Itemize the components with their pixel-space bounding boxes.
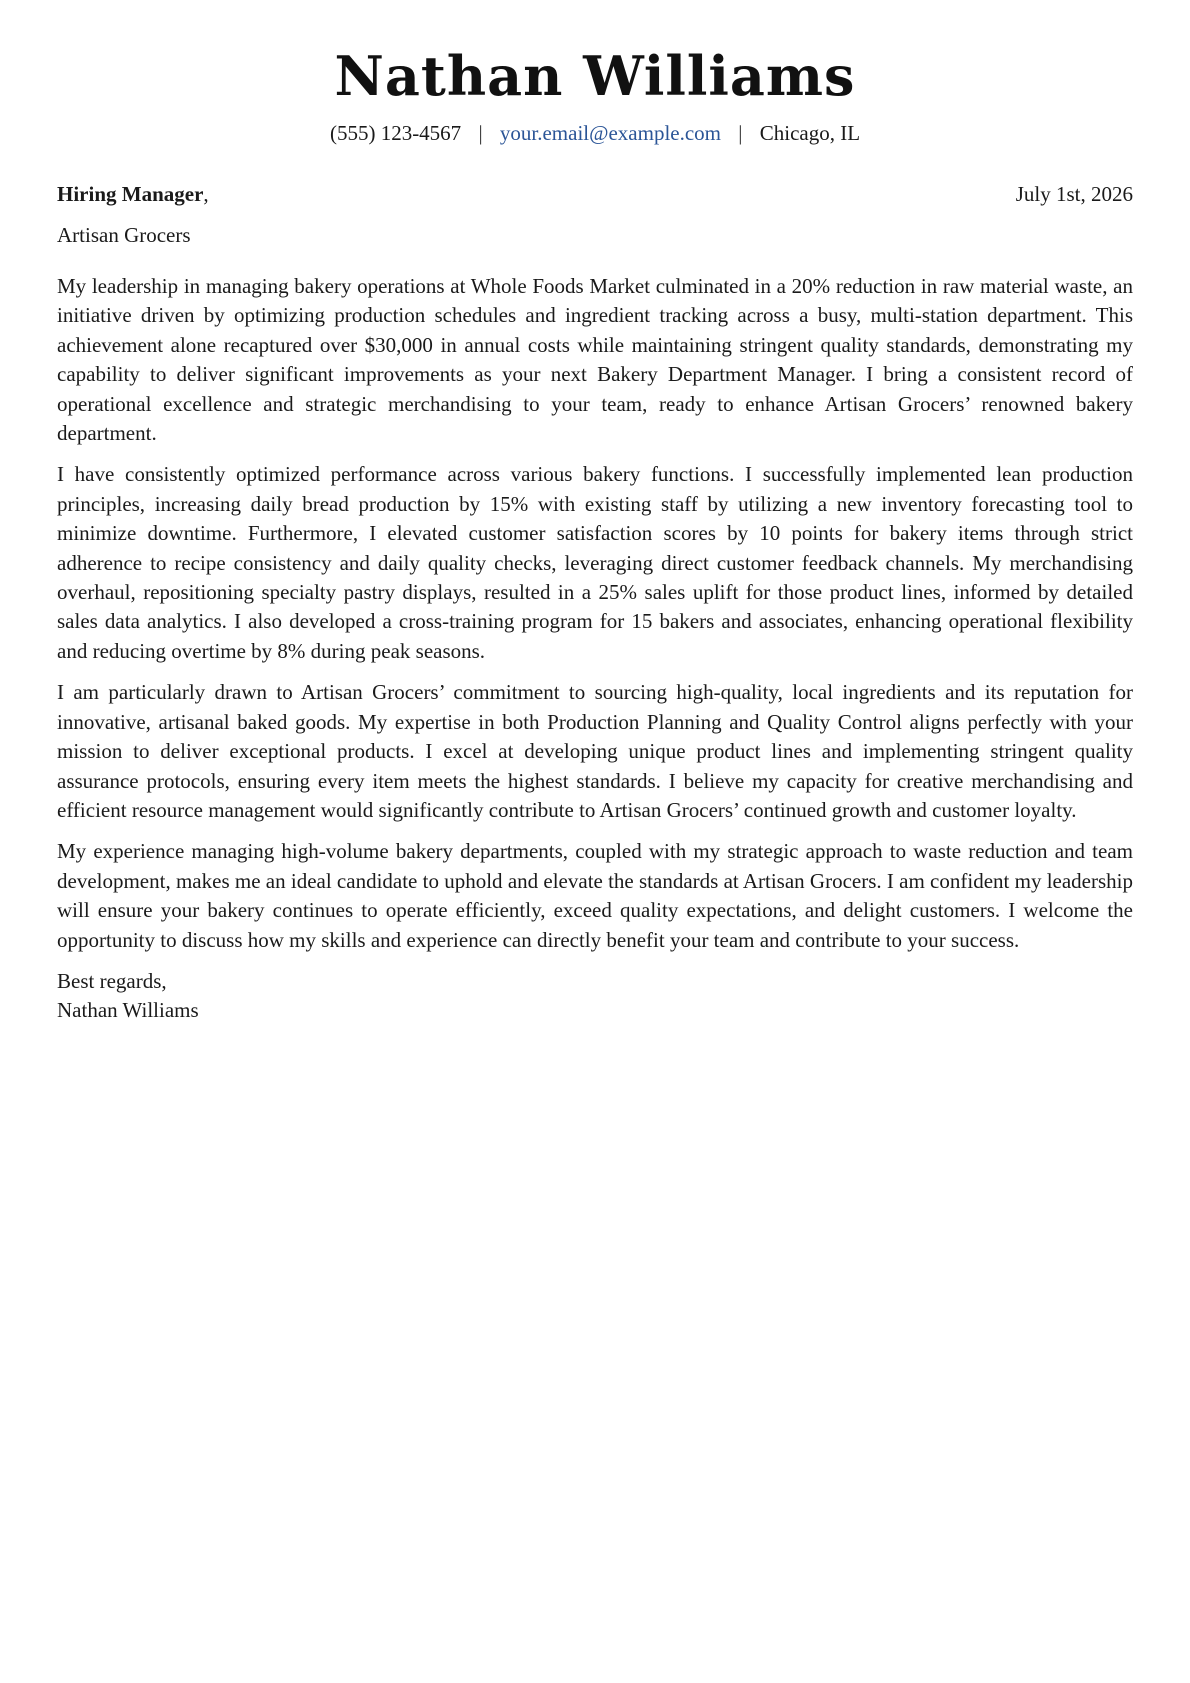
contact-separator: | bbox=[478, 121, 483, 145]
recipient-name-suffix: , bbox=[203, 182, 209, 206]
recipient-company: Artisan Grocers bbox=[57, 223, 191, 247]
closing-signature: Nathan Williams bbox=[57, 998, 199, 1023]
body-paragraph: I have consistently optimized performance across various bakery functions. I successfully implemented lean production principles, increasing daily bread production by 15% with existing staff by utilizing a new inventory forecasting tool to minimize downtime. Furthermore, I elevated customer satisfaction scores by 10 points for bakery items through strict adherence to recipe consistency and daily quality checks, leveraging direct customer feedback channels. My merchandising overhaul, repositioning specialty pastry displays, resulted in a 25% sales uplift for those product lines, informed by detailed sales data analytics. I also developed a cross-training program for 15 bakers and associates, enhancing operational flexibility and reducing overtime by 8% during peak seasons. bbox=[57, 462, 1133, 663]
recipient-row bbox=[57, 179, 1133, 209]
contact-separator: | bbox=[738, 121, 743, 145]
recipient-name: Hiring Manager bbox=[57, 182, 204, 206]
letter-body bbox=[57, 272, 1133, 955]
phone-number: (555) 123-4567 bbox=[329, 121, 462, 145]
closing-salutation: Best regards, bbox=[57, 968, 167, 993]
letter-closing bbox=[57, 967, 1133, 1026]
email-link[interactable]: your.email@example.com bbox=[499, 121, 722, 145]
location: Chicago, IL bbox=[759, 121, 861, 145]
body-paragraph: My leadership in managing bakery operations at Whole Foods Market culminated in a 20% reduction in raw material waste, an initiative driven by optimizing production schedules and ingredient tracking across a busy, multi-station department. This achievement alone recaptured over $30,000 in annual costs while maintaining stringent quality standards, demonstrating my capability to deliver significant improvements as your next Bakery Department Manager. I bring a consistent record of operational excellence and strategic merchandising to your team, ready to enhance Artisan Grocers’ renowned bakery department. bbox=[57, 274, 1133, 446]
contact-line bbox=[57, 118, 1133, 148]
letter-date: July 1st, 2026 bbox=[1015, 182, 1133, 206]
applicant-name: Nathan Williams bbox=[334, 44, 856, 108]
recipient-greeting bbox=[57, 179, 209, 209]
body-paragraph: My experience managing high-volume bakery departments, coupled with my strategic approach to waste reduction and team development, makes me an ideal candidate to uphold and elevate the standards at Artisan Grocers. I am confident my leadership will ensure your bakery continues to operate efficiently, exceed quality expectations, and delight customers. I welcome the opportunity to discuss how my skills and experience can directly benefit your team and contribute to your success. bbox=[57, 839, 1133, 952]
body-paragraph: I am particularly drawn to Artisan Grocers’ commitment to sourcing high-quality, local ingredients and its reputation for innovative, artisanal baked goods. My expertise in both Production Planning and Quality Control aligns perfectly with your mission to deliver exceptional products. I excel at developing unique product lines and implementing stringent quality assurance protocols, ensuring every item meets the highest standards. I believe my capacity for creative merchandising and efficient resource management would significantly contribute to Artisan Grocers’ continued growth and customer loyalty. bbox=[57, 680, 1133, 822]
